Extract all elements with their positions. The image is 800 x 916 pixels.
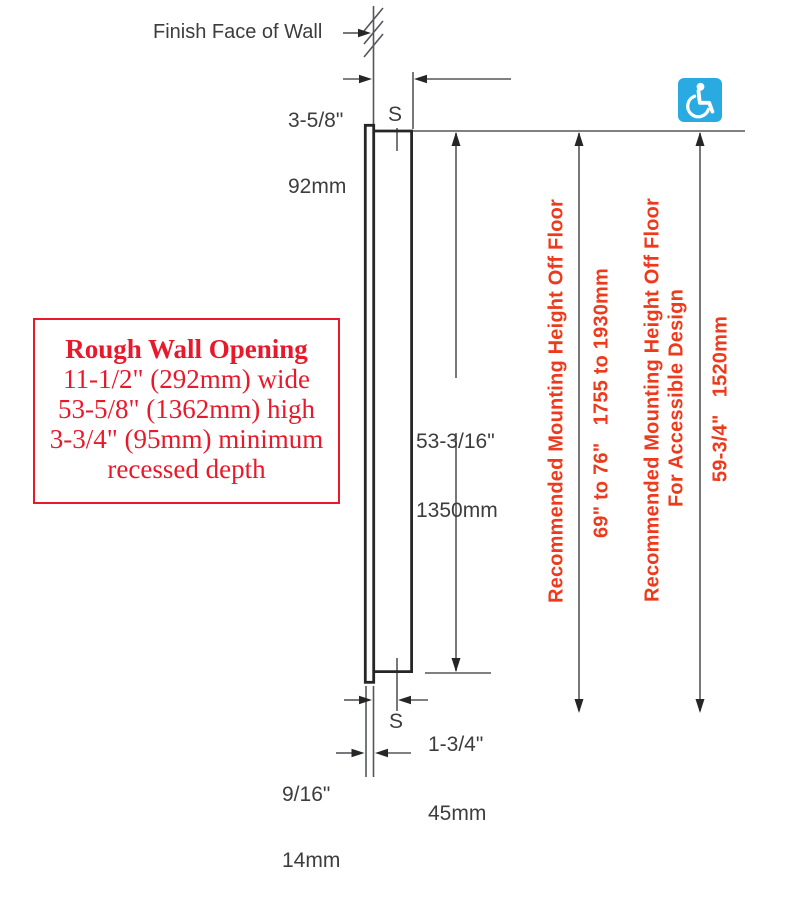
rough-wall-opening-note xyxy=(33,318,340,504)
centerline-label-top: S xyxy=(388,103,403,126)
wheelchair-icon xyxy=(678,78,722,122)
accessible-height-label-line2: For Accessible Design xyxy=(665,289,688,507)
arrow-down xyxy=(696,699,705,713)
arrow-down xyxy=(575,699,584,713)
arrow-up xyxy=(696,132,705,146)
rough-opening-depth: 3-3/4" (95mm) minimum xyxy=(49,424,324,454)
finish-face-of-wall-label: Finish Face of Wall xyxy=(153,21,323,43)
arrow-right xyxy=(352,749,365,757)
arrow-down xyxy=(452,658,461,672)
arrow-up xyxy=(452,132,461,146)
arrow-left xyxy=(414,75,427,83)
flange-projection-dimension xyxy=(282,740,340,916)
recess-depth-dimension xyxy=(288,66,346,242)
mounting-height-label: Recommended Mounting Height Off Floor xyxy=(545,198,568,604)
rough-opening-width: 11-1/2" (292mm) wide xyxy=(63,364,310,394)
arrow-right xyxy=(359,75,372,83)
accessible-height-label-line1: Recommended Mounting Height Off Floor xyxy=(641,197,664,603)
rough-opening-height: 53-5/8" (1362mm) high xyxy=(57,394,315,424)
door-projection-dimension xyxy=(428,687,486,871)
recessed-box-profile xyxy=(374,131,412,672)
mounting-height-value: 69" to 76" 1755 to 1930mm xyxy=(590,267,613,539)
door-projection-inches: 1-3/4" xyxy=(428,733,484,756)
rough-wall-opening-title: Rough Wall Opening xyxy=(65,334,308,364)
flange-profile xyxy=(365,125,373,682)
flange-projection-mm: 14mm xyxy=(282,849,341,872)
flange-projection-inches: 9/16" xyxy=(282,783,331,806)
opening-height-dimension xyxy=(416,384,498,568)
accessible-height-value: 59-3/4" 1520mm xyxy=(709,315,732,483)
centerline-label-bottom: S xyxy=(389,710,404,733)
opening-height-inches: 53-3/16" xyxy=(416,430,495,453)
cabinet-section xyxy=(365,125,411,682)
opening-height-mm: 1350mm xyxy=(416,499,498,522)
door-projection-mm: 45mm xyxy=(428,802,487,825)
arrow-left xyxy=(398,696,411,704)
arrow-left xyxy=(375,749,388,757)
arrow-up xyxy=(575,132,584,146)
rough-opening-depth-cont: recessed depth xyxy=(107,454,266,484)
recess-depth-mm: 92mm xyxy=(288,175,347,198)
recess-depth-inches: 3-5/8" xyxy=(288,109,344,132)
accessibility-icon xyxy=(678,78,722,122)
